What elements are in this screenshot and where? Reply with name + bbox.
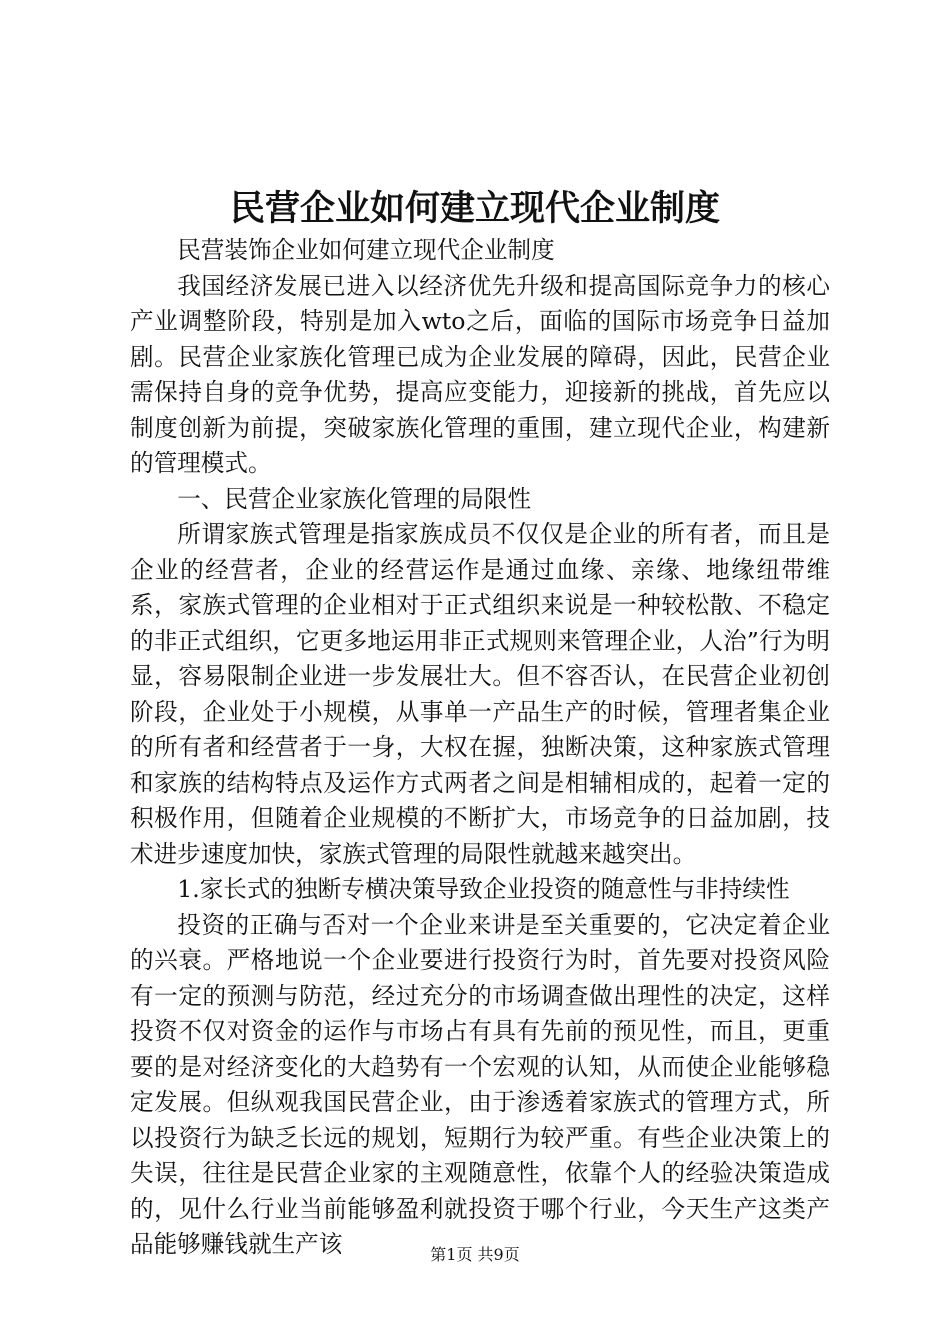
body-paragraph: 投资的正确与否对一个企业来讲是至关重要的，它决定着企业的兴衰。严格地说一个企业要进行投资行为时，首先要对投资风险有一定的预测与防范，经过充分的市场调查做出理性的决定，这样投资不仅对资金的运作与市场占有具有先前的预见性，而且，更重要的是对经济变化的大趋势有一个宏观的认知，从而使企业能够稳定发展。但纵观我国民营企业，由于渗透着家族式的管理方式，所以投资行为缺乏长远的规划，短期行为较严重。有些企业决策上的失误，往往是民营企业家的主观随意性，依靠个人的经验决策造成的，见什么行业当前能够盈利就投资于哪个行业，今天生产这类产品能够赚钱就生产该	[130, 910, 830, 1258]
subtitle-paragraph: 民营装饰企业如何建立现代企业制度	[177, 236, 555, 264]
page-number: 第1页 共9页	[430, 1245, 520, 1264]
document-title: 民营企业如何建立现代企业制度	[229, 188, 720, 229]
body-paragraph: 所谓家族式管理是指家族成员不仅仅是企业的所有者，而且是企业的经营者，企业的经营运作是通过血缘、亲缘、地缘纽带维系，家族式管理的企业相对于正式组织来说是一种较松散、不稳定的非正式组织，它更多地运用非正式规则来管理企业，人治”行为明显，容易限制企业进一步发展壮大。但不容否认，在民营企业初创阶段，企业处于小规模，从事单一产品生产的时候，管理者集企业的所有者和经营者于一身，大权在握，独断决策，这种家族式管理和家族的结构特点及运作方式两者之间是相辅相成的，起着一定的积极作用，但随着企业规模的不断扩大，市场竞争的日益加剧，技术进步速度加快，家族式管理的局限性就越来越突出。	[130, 520, 830, 868]
document-body	[130, 233, 830, 1263]
section-heading: 一、民营企业家族化管理的局限性	[177, 484, 532, 513]
subsection-heading: 1.家长式的独断专横决策导致企业投资的随意性与非持续性	[177, 875, 790, 903]
body-paragraph: 我国经济发展已进入以经济优先升级和提高国际竞争力的核心产业调整阶段，特别是加入wto之后，面临的国际市场竞争日益加剧。民营企业家族化管理已成为企业发展的障碍，因此，民营企业需保持自身的竞争优势，提高应变能力，迎接新的挑战，首先应以制度创新为前提，突破家族化管理的重围，建立现代企业，构建新的管理模式。	[130, 271, 830, 477]
